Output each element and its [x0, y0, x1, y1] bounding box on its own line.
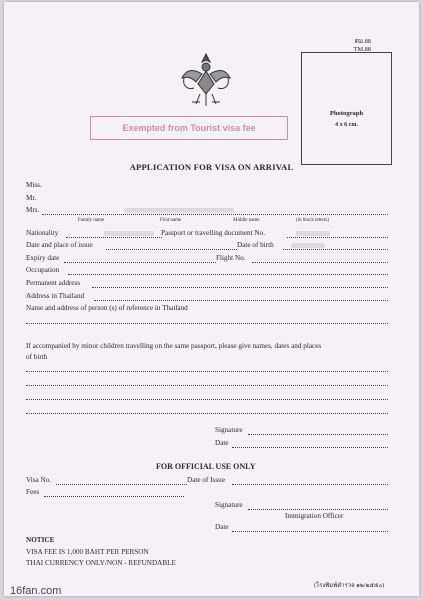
label-officer-signature: Signature: [215, 501, 243, 509]
name-field[interactable]: [42, 214, 388, 215]
redacted-dob: [291, 243, 325, 248]
label-visa-no: Visa No.: [26, 476, 52, 484]
children-line-2[interactable]: [26, 385, 388, 386]
label-applicant-date: Date: [215, 439, 229, 447]
photograph-box[interactable]: [301, 52, 392, 165]
visa-no-field[interactable]: [56, 484, 187, 485]
officer-date-field[interactable]: [232, 531, 388, 532]
form-title: APPLICATION FOR VISA ON ARRIVAL: [129, 162, 294, 172]
date-of-issue-field[interactable]: [232, 484, 388, 485]
date-of-birth-field[interactable]: [283, 249, 388, 250]
reference-person-field[interactable]: [26, 323, 388, 324]
label-mr: Mr.: [26, 194, 37, 202]
form-code: TM.88: [353, 46, 371, 53]
fees-field[interactable]: [44, 496, 184, 497]
site-watermark: 16fan.com: [10, 585, 62, 597]
label-permanent-address: Permanent address: [26, 279, 81, 287]
photograph-size: 4 x 6 cm.: [335, 122, 358, 128]
notice-currency: THAI CURRENCY ONLY/NON - REFUNDABLE: [26, 559, 176, 567]
label-flight-no: Flight No.: [216, 254, 246, 262]
label-expiry-date: Expiry date: [26, 254, 60, 262]
redacted-passport: [296, 231, 330, 236]
label-passport: Passport or travelling document No.: [161, 229, 266, 237]
label-date-place-issue: Date and place of issue: [26, 241, 93, 249]
officer-signature-field[interactable]: [248, 509, 388, 510]
label-mrs: Mrs.: [26, 206, 40, 214]
photograph-label: Photograph: [329, 110, 364, 117]
garuda-emblem: [178, 50, 234, 108]
label-officer-date: Date: [215, 523, 229, 531]
form-code-thai: ตม.88: [354, 38, 371, 45]
occupation-field[interactable]: [68, 274, 388, 275]
redacted-name: [124, 208, 234, 213]
visa-application-form: [4, 2, 419, 596]
applicant-date-field[interactable]: [232, 447, 388, 448]
label-applicant-signature: Signature: [215, 426, 243, 434]
label-first-name: First name: [160, 218, 182, 223]
passport-field[interactable]: [287, 237, 388, 238]
notice-fee: VISA FEE IS 1,000 BAHT PER PERSON: [26, 548, 149, 556]
label-nationality: Nationality: [26, 229, 59, 237]
expiry-date-field[interactable]: [64, 262, 216, 263]
label-reference-person: Name and address of person (s) of reference in Thailand: [26, 304, 188, 312]
notice-heading: NOTICE: [26, 536, 55, 544]
label-children-note-2: of birth: [26, 353, 48, 361]
address-thailand-field[interactable]: [94, 300, 388, 301]
flight-no-field[interactable]: [252, 262, 388, 263]
date-place-issue-field[interactable]: [106, 249, 237, 250]
label-block-letters: (in block letters): [296, 218, 330, 223]
exemption-stamp: Exempted from Tourist visa fee: [90, 116, 288, 140]
label-date-of-issue: Date of Issue: [187, 476, 225, 484]
label-miss: Miss.: [26, 181, 42, 189]
label-family-name: Family name: [78, 218, 105, 223]
label-middle-name: Middle name: [233, 218, 260, 223]
redacted-nationality: [104, 231, 154, 236]
label-address-thailand: Address in Thailand: [26, 292, 85, 300]
label-immigration-officer: Immigration Officer: [285, 512, 344, 520]
children-line-4[interactable]: [26, 413, 388, 414]
children-line-3[interactable]: [26, 399, 388, 400]
print-note: (โรงพิมพ์ตำรวจ ๑๒/๒๕๕๐): [314, 583, 385, 589]
label-children-note-1: If accompanied by minor children travelling on the same passport, please give names, dates and places: [26, 342, 322, 350]
nationality-field[interactable]: [66, 237, 162, 238]
label-occupation: Occupation: [26, 266, 60, 274]
label-fees: Fees: [26, 488, 40, 496]
label-date-of-birth: Date of birth: [237, 241, 274, 249]
permanent-address-field[interactable]: [92, 287, 388, 288]
applicant-signature-field[interactable]: [248, 434, 388, 435]
children-line-1[interactable]: [26, 371, 388, 372]
official-use-heading: FOR OFFICIAL USE ONLY: [156, 462, 256, 471]
